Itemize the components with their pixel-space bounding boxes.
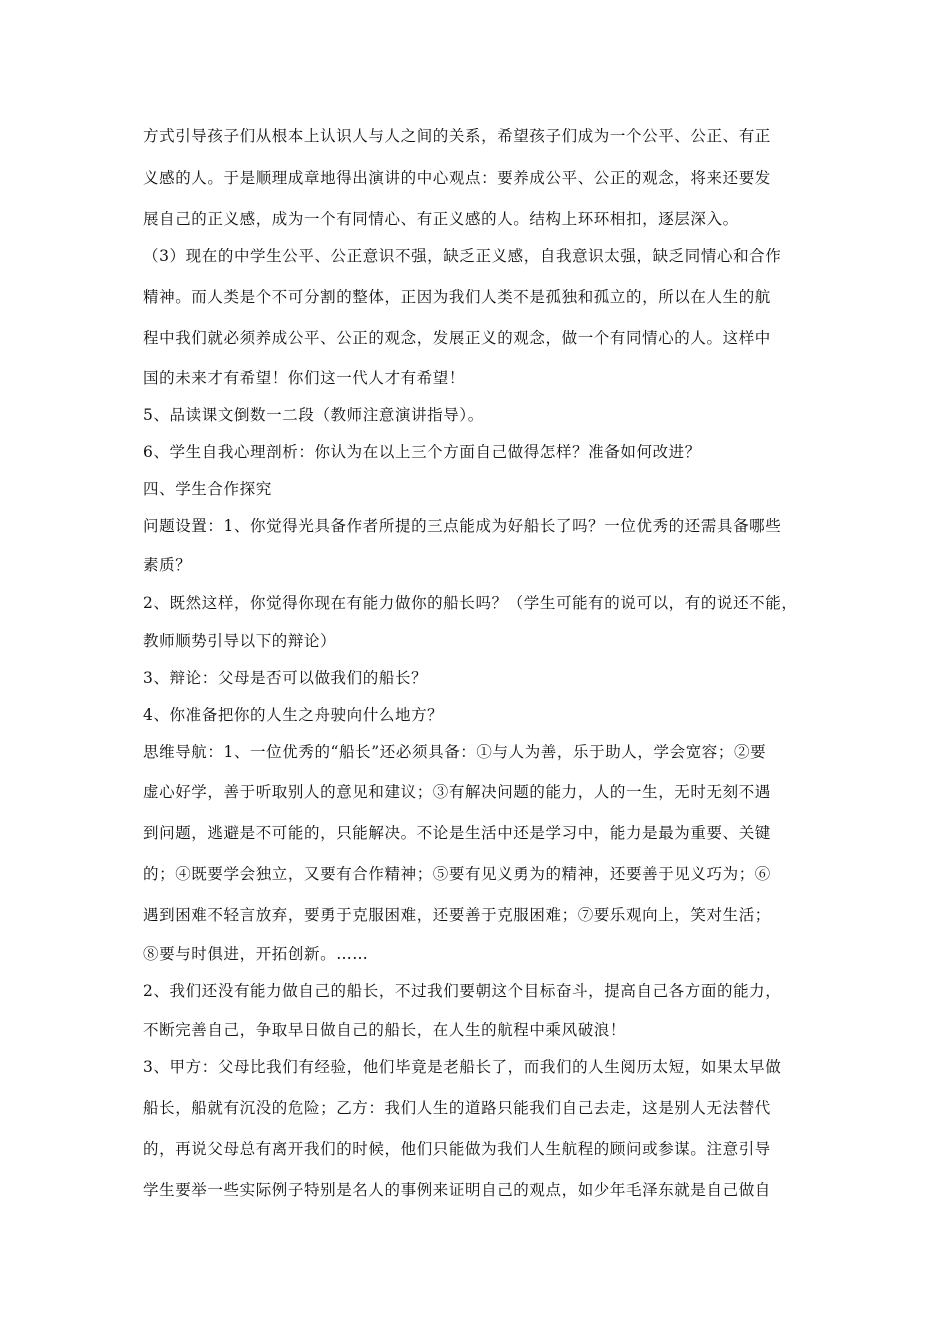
text-line: 4、你准备把你的人生之舟驶向什么地方？ [143,706,444,724]
text-line: 3、甲方：父母比我们有经验，他们毕竟是老船长了，而我们的人生阅历太短，如果太早做 [143,1058,782,1076]
text-line: 素质？ [143,556,192,574]
text-line: 国的未来才有希望！你们这一代人才有希望！ [143,369,466,387]
text-line: 方式引导孩子们从根本上认识人与人之间的关系，希望孩子们成为一个公平、公正、有正 [143,127,771,145]
text-line: 问题设置：1、你觉得光具备作者所提的三点能成为好船长了吗？一位优秀的还需具备哪些 [143,517,782,535]
text-line: 2、我们还没有能力做自己的船长，不过我们要朝这个目标奋斗，提高自己各方面的能力， [143,982,782,1000]
text-line: 3、辩论：父母是否可以做我们的船长？ [143,669,428,687]
text-line: 教师顺势引导以下的辩论） [143,632,337,650]
text-line: 不断完善自己，争取早日做自己的船长，在人生的航程中乘风破浪！ [143,1021,627,1039]
text-line: 展自己的正义感，成为一个有同情心、有正义感的人。结构上环环相扣，逐层深入。 [143,210,739,228]
text-line: （3）现在的中学生公平、公正意识不强，缺乏正义感，自我意识太强，缺乏同情心和合作 [143,247,782,265]
text-line: 学生要举一些实际例子特别是名人的事例来证明自己的观点，如少年毛泽东就是自己做自 [143,1181,771,1199]
text-line: 5、品读课文倒数一二段（教师注意演讲指导）。 [143,406,484,424]
text-line: 程中我们就必须养成公平、公正的观念，发展正义的观念，做一个有同情心的人。这样中 [143,329,771,347]
text-line: 6、学生自我心理剖析：你认为在以上三个方面自己做得怎样？准备如何改进？ [143,443,701,461]
text-line: 虚心好学，善于听取别人的意见和建议；③有解决问题的能力，人的一生，无时无刻不遇 [143,783,771,801]
text-line: 的；④既要学会独立，又要有合作精神；⑤要有见义勇为的精神，还要善于见义巧为；⑥ [143,865,771,883]
text-line: 的，再说父母总有离开我们的时候，他们只能做为我们人生航程的顾问或参谋。注意引导 [143,1140,771,1158]
text-line: 船长，船就有沉没的危险；乙方：我们人生的道路只能我们自己去走，这是别人无法替代 [143,1099,771,1117]
text-line: 到问题，逃避是不可能的，只能解决。不论是生活中还是学习中，能力是最为重要、关键 [143,824,771,842]
text-line: 义感的人。于是顺理成章地得出演讲的中心观点：要养成公平、公正的观念，将来还要发 [143,169,771,187]
text-line: ⑧要与时俱进，开拓创新。…… [143,945,369,963]
text-line: 遇到困难不轻言放弃，要勇于克服困难，还要善于克服困难；⑦要乐观向上，笑对生活； [143,906,771,924]
text-line: 思维导航：1、一位优秀的“船长”还必须具备：①与人为善，乐于助人，学会宽容；②要 [143,743,767,761]
section-heading: 四、学生合作探究 [143,480,272,498]
text-line: 2、既然这样，你觉得你现在有能力做你的船长吗？（学生可能有的说可以，有的说还不能， [143,594,798,612]
text-line: 精神。而人类是个不可分割的整体，正因为我们人类不是孤独和孤立的，所以在人生的航 [143,288,771,306]
